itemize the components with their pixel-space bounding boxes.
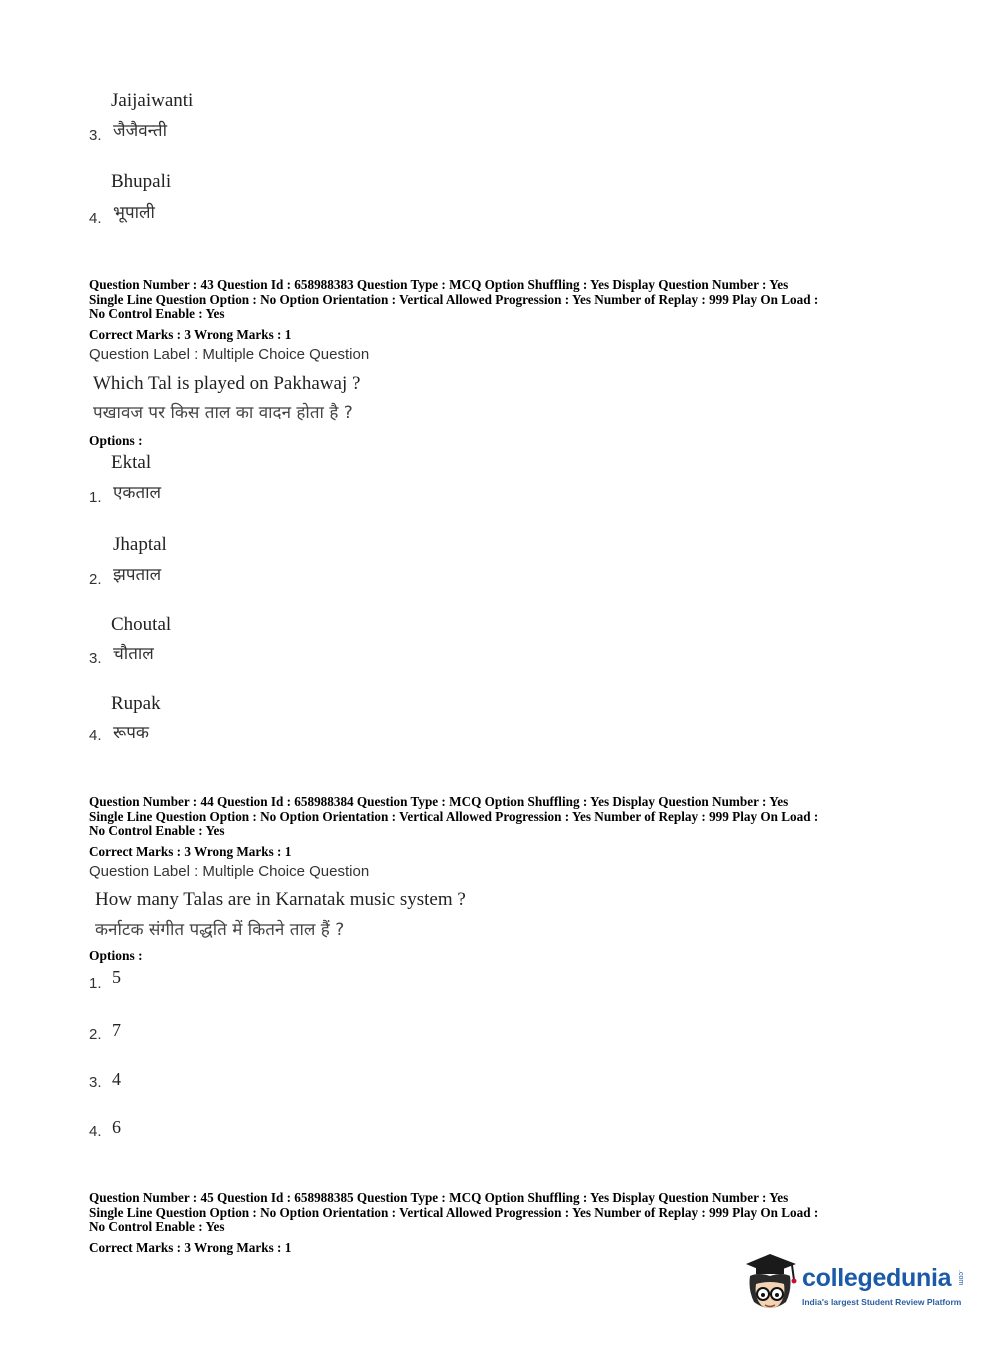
q44-option-2-value: 7 [112, 1020, 121, 1040]
q45-meta-line-2: Single Line Question Option : No Option Orientation : Vertical Allowed Progression : Yes Number of Replay : 999 Play On Load : [89, 1205, 819, 1220]
q43-options-heading: Options : [89, 433, 143, 448]
q43-option-2-hi: झपताल [113, 565, 162, 585]
q43-question-hi: पखावज पर किस ताल का वादन होता है ? [93, 403, 353, 423]
q43-meta-line-2: Single Line Question Option : No Option Orientation : Vertical Allowed Progression : Yes Number of Replay : 999 Play On Load : [89, 292, 819, 307]
q44-option-2-number: 2. [89, 1026, 102, 1043]
q43-option-1-number: 1. [89, 489, 102, 506]
q44-option-4-number: 4. [89, 1123, 102, 1140]
q43-option-2-en: Jhaptal [113, 534, 167, 555]
q45-marks: Correct Marks : 3 Wrong Marks : 1 [89, 1240, 292, 1255]
q43-option-4-en: Rupak [111, 693, 161, 714]
q45-meta-line-1: Question Number : 45 Question Id : 658988385 Question Type : MCQ Option Shuffling : Yes Display Question Number : Yes [89, 1190, 789, 1205]
q43-option-4-number: 4. [89, 727, 102, 744]
collegedunia-logo[interactable] [740, 1250, 970, 1318]
q43-option-3-number: 3. [89, 650, 102, 667]
prev-option-3-hi: जैजैवन्ती [113, 121, 168, 141]
logo-wordmark: collegedunia [802, 1264, 952, 1292]
q44-option-1-value: 5 [112, 967, 121, 987]
q43-meta-line-1: Question Number : 43 Question Id : 658988383 Question Type : MCQ Option Shuffling : Yes Display Question Number : Yes [89, 277, 789, 292]
q43-marks: Correct Marks : 3 Wrong Marks : 1 [89, 327, 292, 342]
logo-suffix: .com [957, 1270, 964, 1286]
q44-question-label: Question Label : Multiple Choice Question [89, 863, 370, 880]
q45-meta-line-3: No Control Enable : Yes [89, 1219, 225, 1234]
q43-question-label: Question Label : Multiple Choice Question [89, 346, 370, 363]
q44-marks: Correct Marks : 3 Wrong Marks : 1 [89, 844, 292, 859]
q43-option-2-number: 2. [89, 571, 102, 588]
q44-question-hi: कर्नाटक संगीत पद्धति में कितने ताल हैं ? [95, 920, 345, 940]
prev-option-3-number: 3. [89, 127, 102, 144]
q44-meta-line-3: No Control Enable : Yes [89, 823, 225, 838]
q44-option-1-number: 1. [89, 975, 102, 992]
q44-option-3-value: 4 [112, 1069, 121, 1089]
prev-option-4-hi: भूपाली [113, 203, 155, 223]
q44-meta-line-1: Question Number : 44 Question Id : 658988384 Question Type : MCQ Option Shuffling : Yes Display Question Number : Yes [89, 794, 789, 809]
q43-option-1-en: Ektal [111, 452, 152, 473]
q43-question-en: Which Tal is played on Pakhawaj ? [93, 373, 361, 394]
q43-option-1-hi: एकताल [113, 483, 162, 503]
prev-option-4-number: 4. [89, 210, 102, 227]
q43-option-4-hi: रूपक [113, 723, 149, 743]
q43-meta-line-3: No Control Enable : Yes [89, 306, 225, 321]
mascot-icon [740, 1250, 800, 1316]
logo-tagline: India's largest Student Review Platform [802, 1297, 962, 1307]
q44-meta-line-2: Single Line Question Option : No Option Orientation : Vertical Allowed Progression : Yes Number of Replay : 999 Play On Load : [89, 809, 819, 824]
q44-option-3-number: 3. [89, 1074, 102, 1091]
q44-options-heading: Options : [89, 948, 143, 963]
q43-option-3-en: Choutal [111, 614, 172, 635]
prev-option-3-en: Jaijaiwanti [111, 90, 194, 111]
q43-option-3-hi: चौताल [113, 644, 154, 664]
q44-option-4-value: 6 [112, 1117, 121, 1137]
prev-option-4-en: Bhupali [111, 171, 172, 192]
q44-question-en: How many Talas are in Karnatak music system ? [95, 889, 466, 910]
